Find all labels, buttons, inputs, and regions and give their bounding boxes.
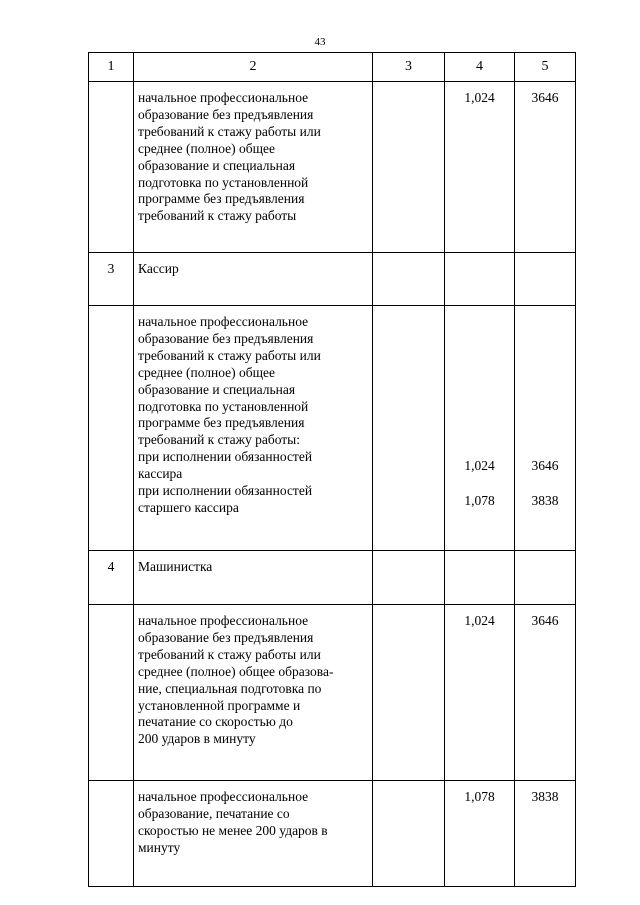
text-line: скоростью не менее 200 ударов в bbox=[138, 822, 328, 838]
text-line: старшего кассира bbox=[138, 499, 239, 515]
page-number: 43 bbox=[314, 36, 326, 48]
header-cell: 1 bbox=[89, 53, 134, 82]
text-line: Кассир bbox=[138, 261, 179, 276]
coefficient-value: 1,024 bbox=[464, 613, 495, 628]
text-line: ние, специальная подготовка по bbox=[138, 680, 322, 696]
coefficient-cell bbox=[445, 253, 515, 306]
salary-value: 3838 bbox=[531, 492, 559, 508]
salary-cell bbox=[515, 253, 576, 306]
table-row bbox=[89, 306, 576, 551]
text-line: требований к стажу работы bbox=[138, 208, 297, 224]
row-number bbox=[89, 781, 134, 887]
coefficient-value: 1,024 bbox=[464, 90, 495, 105]
salary-cell bbox=[515, 306, 576, 551]
text-line: начальное профессиональное bbox=[138, 90, 309, 105]
coefficient-value: 1,078 bbox=[464, 789, 495, 804]
column-3-cell bbox=[373, 82, 445, 253]
text-line: печатание со скоростью до bbox=[138, 714, 293, 730]
coefficient-cell bbox=[445, 605, 515, 781]
text-line: образование и специальная bbox=[138, 381, 296, 397]
text-line: установленной программе и bbox=[138, 697, 301, 713]
text-line: требований к стажу работы или bbox=[138, 347, 321, 363]
qualification-table bbox=[88, 52, 576, 887]
coefficient-value: 1,024 bbox=[464, 458, 495, 473]
text-line: начальное профессиональное bbox=[138, 314, 309, 329]
text-line: подготовка по установленной bbox=[138, 174, 309, 190]
text-line: Машинистка bbox=[138, 559, 213, 574]
text-line: начальное профессиональное bbox=[138, 789, 309, 804]
text-line: образование без предъявления bbox=[138, 330, 314, 346]
column-3-cell bbox=[373, 605, 445, 781]
row-number bbox=[89, 306, 134, 551]
row-number bbox=[89, 82, 134, 253]
table-row bbox=[89, 781, 576, 887]
table-row bbox=[89, 82, 576, 253]
column-3-cell bbox=[373, 551, 445, 605]
text-line: среднее (полное) общее bbox=[138, 140, 276, 156]
position-title bbox=[134, 253, 373, 306]
requirement-text bbox=[134, 306, 373, 551]
salary-cell bbox=[515, 781, 576, 887]
text-line: среднее (полное) общее bbox=[138, 364, 276, 380]
column-3-cell bbox=[373, 253, 445, 306]
position-title bbox=[134, 551, 373, 605]
salary-value: 3646 bbox=[531, 458, 559, 473]
text-line: образование и специальная bbox=[138, 157, 296, 173]
salary-value: 3646 bbox=[531, 90, 559, 105]
coefficient-value: 1,078 bbox=[464, 492, 495, 508]
text-line: кассира bbox=[138, 466, 183, 482]
header-cell: 3 bbox=[373, 53, 445, 82]
text-line: образование без предъявления bbox=[138, 106, 314, 122]
table-row bbox=[89, 605, 576, 781]
salary-value: 3838 bbox=[531, 789, 559, 804]
row-number: 4 bbox=[89, 551, 134, 605]
coefficient-cell bbox=[445, 82, 515, 253]
salary-cell bbox=[515, 82, 576, 253]
salary-value: 3646 bbox=[531, 613, 559, 628]
coefficient-cell bbox=[445, 306, 515, 551]
requirement-text bbox=[134, 781, 373, 887]
header-cell: 2 bbox=[134, 53, 373, 82]
text-line: образование без предъявления bbox=[138, 629, 314, 645]
table-row bbox=[89, 253, 576, 306]
text-line: требований к стажу работы или bbox=[138, 646, 321, 662]
text-line: при исполнении обязанностей bbox=[138, 449, 313, 465]
header-cell: 5 bbox=[515, 53, 576, 82]
table-row bbox=[89, 551, 576, 605]
coefficient-cell bbox=[445, 551, 515, 605]
text-line: минуту bbox=[138, 839, 181, 855]
salary-cell bbox=[515, 551, 576, 605]
text-line: требований к стажу работы или bbox=[138, 123, 321, 139]
text-line: начальное профессиональное bbox=[138, 613, 309, 628]
text-line: 200 ударов в минуту bbox=[138, 731, 256, 747]
row-number bbox=[89, 605, 134, 781]
text-line: при исполнении обязанностей bbox=[138, 483, 313, 499]
header-cell: 4 bbox=[445, 53, 515, 82]
text-line: программе без предъявления bbox=[138, 191, 305, 207]
requirement-text bbox=[134, 605, 373, 781]
coefficient-cell bbox=[445, 781, 515, 887]
text-line: среднее (полное) общее образова- bbox=[138, 663, 334, 679]
row-number: 3 bbox=[89, 253, 134, 306]
column-3-cell bbox=[373, 306, 445, 551]
requirement-text bbox=[134, 82, 373, 253]
table-header-row bbox=[89, 53, 576, 82]
text-line: требований к стажу работы: bbox=[138, 432, 300, 448]
text-line: образование, печатание со bbox=[138, 805, 290, 821]
column-3-cell bbox=[373, 781, 445, 887]
text-line: подготовка по установленной bbox=[138, 398, 309, 414]
salary-cell bbox=[515, 605, 576, 781]
text-line: программе без предъявления bbox=[138, 415, 305, 431]
